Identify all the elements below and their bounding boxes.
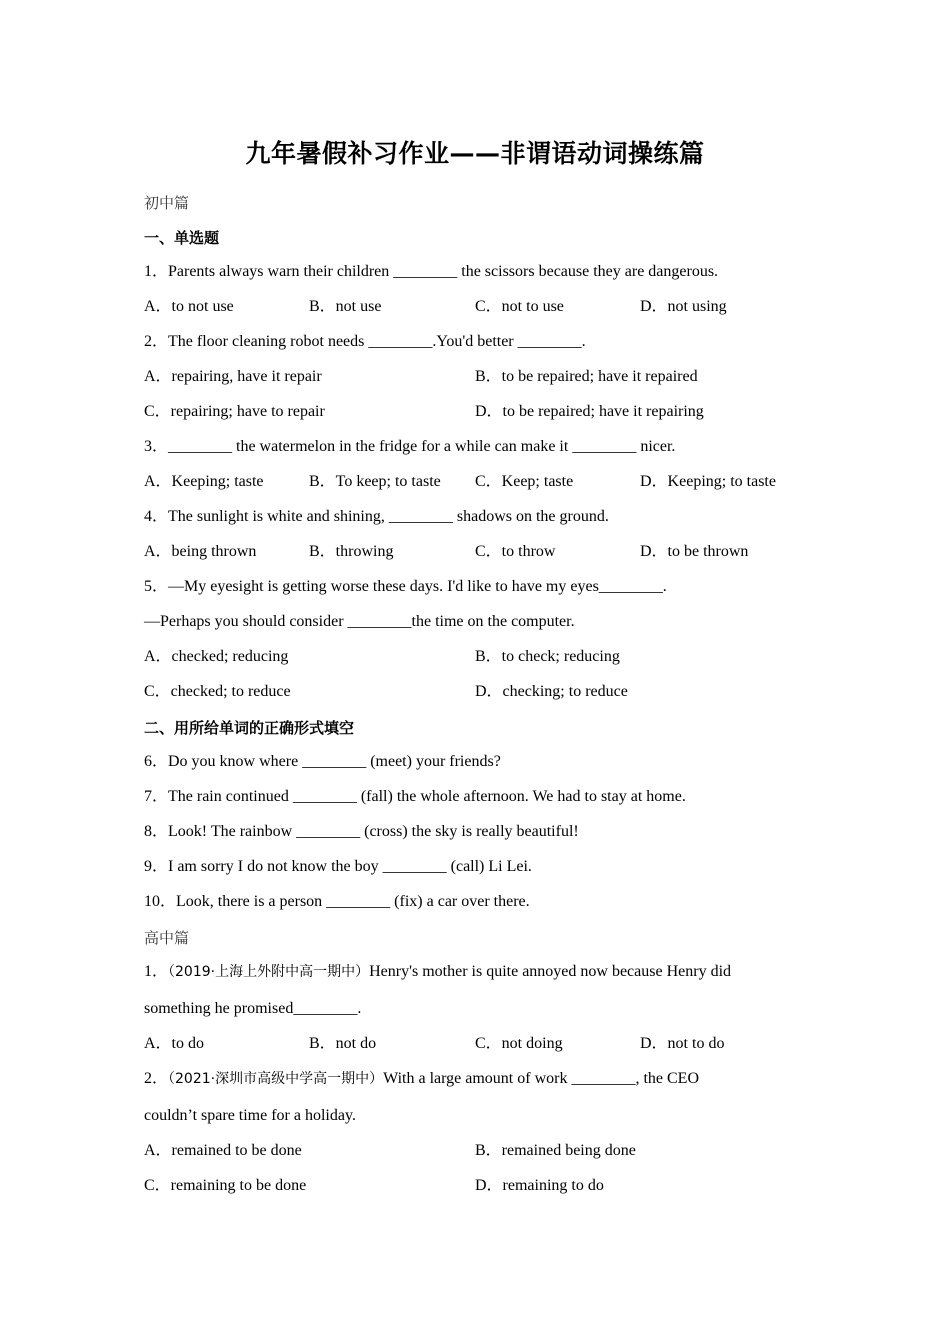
question-4-option-c: C．to throw	[475, 543, 556, 560]
senior-question-2-text: With a large amount of work ________, the CEO	[383, 1070, 699, 1087]
senior-question-2-option-d: D．remaining to do	[475, 1177, 604, 1194]
question-3-option-d: D．Keeping; to taste	[640, 473, 776, 490]
senior-question-2-source: （2021·深圳市高级中学高一期中）	[168, 1071, 384, 1087]
question-5-stem-reply: —Perhaps you should consider ________the time on the computer.	[144, 613, 575, 630]
question-4-option-b: B．throwing	[309, 543, 394, 560]
question-2-stem: 2．The floor cleaning robot needs ________.You'd better ________.	[144, 333, 586, 350]
question-3-option-b: B．To keep; to taste	[309, 473, 441, 490]
question-1-option-a: A．to not use	[144, 298, 234, 315]
junior-section-label: 初中篇	[144, 194, 190, 212]
question-1-stem: 1．Parents always warn their children ________ the scissors because they are dangerous.	[144, 263, 719, 280]
senior-question-1-number: 1．	[144, 963, 169, 980]
senior-question-2-number: 2．	[144, 1070, 169, 1087]
senior-question-1-option-a: A．to do	[144, 1035, 205, 1052]
senior-question-1-continuation: something he promised________.	[144, 1000, 362, 1017]
question-5-stem: 5．—My eyesight is getting worse these days. I'd like to have my eyes________.	[144, 578, 667, 595]
question-8: 8．Look! The rainbow ________ (cross) the sky is really beautiful!	[144, 823, 579, 840]
question-5-option-b: B．to check; reducing	[475, 648, 620, 665]
senior-question-1-option-c: C．not doing	[475, 1035, 563, 1052]
question-3-option-c: C．Keep; taste	[475, 473, 574, 490]
question-1-option-c: C．not to use	[475, 298, 564, 315]
page-title: 九年暑假补习作业——非谓语动词操练篇	[245, 139, 705, 168]
question-1-option-d: D．not using	[640, 298, 727, 315]
question-3-option-a: A．Keeping; taste	[144, 473, 264, 490]
senior-question-2-stem	[144, 1069, 699, 1089]
question-5-option-a: A．checked; reducing	[144, 648, 289, 665]
senior-question-2-continuation: couldn’t spare time for a holiday.	[144, 1107, 356, 1124]
senior-question-1-option-b: B．not do	[309, 1035, 377, 1052]
question-9: 9．I am sorry I do not know the boy ________ (call) Li Lei.	[144, 858, 532, 875]
senior-section-label: 高中篇	[144, 929, 190, 947]
section-heading-single-choice: 一、单选题	[144, 229, 220, 247]
question-4-option-d: D．to be thrown	[640, 543, 749, 560]
question-4-option-a: A．being thrown	[144, 543, 257, 560]
question-10: 10．Look, there is a person ________ (fix) a car over there.	[144, 893, 530, 910]
senior-question-2-option-b: B．remained being done	[475, 1142, 636, 1159]
senior-question-1-text: Henry's mother is quite annoyed now because Henry did	[369, 963, 732, 980]
question-2-option-a: A．repairing, have it repair	[144, 368, 322, 385]
senior-question-2-option-c: C．remaining to be done	[144, 1177, 307, 1194]
question-2-option-c: C．repairing; have to repair	[144, 403, 325, 420]
senior-question-2-option-a: A．remained to be done	[144, 1142, 302, 1159]
question-2-option-d: D．to be repaired; have it repairing	[475, 403, 704, 420]
senior-question-1-stem	[144, 962, 731, 982]
question-5-option-c: C．checked; to reduce	[144, 683, 291, 700]
question-6: 6．Do you know where ________ (meet) your friends?	[144, 753, 501, 770]
question-1-option-b: B．not use	[309, 298, 382, 315]
section-heading-fill-blank: 二、用所给单词的正确形式填空	[144, 719, 355, 737]
question-4-stem: 4．The sunlight is white and shining, ________ shadows on the ground.	[144, 508, 609, 525]
question-7: 7．The rain continued ________ (fall) the whole afternoon. We had to stay at home.	[144, 788, 686, 805]
senior-question-1-option-d: D．not to do	[640, 1035, 725, 1052]
question-3-stem: 3．________ the watermelon in the fridge for a while can make it ________ nicer.	[144, 438, 676, 455]
senior-question-1-source: （2019·上海上外附中高一期中）	[168, 964, 370, 980]
question-2-option-b: B．to be repaired; have it repaired	[475, 368, 698, 385]
question-5-option-d: D．checking; to reduce	[475, 683, 628, 700]
